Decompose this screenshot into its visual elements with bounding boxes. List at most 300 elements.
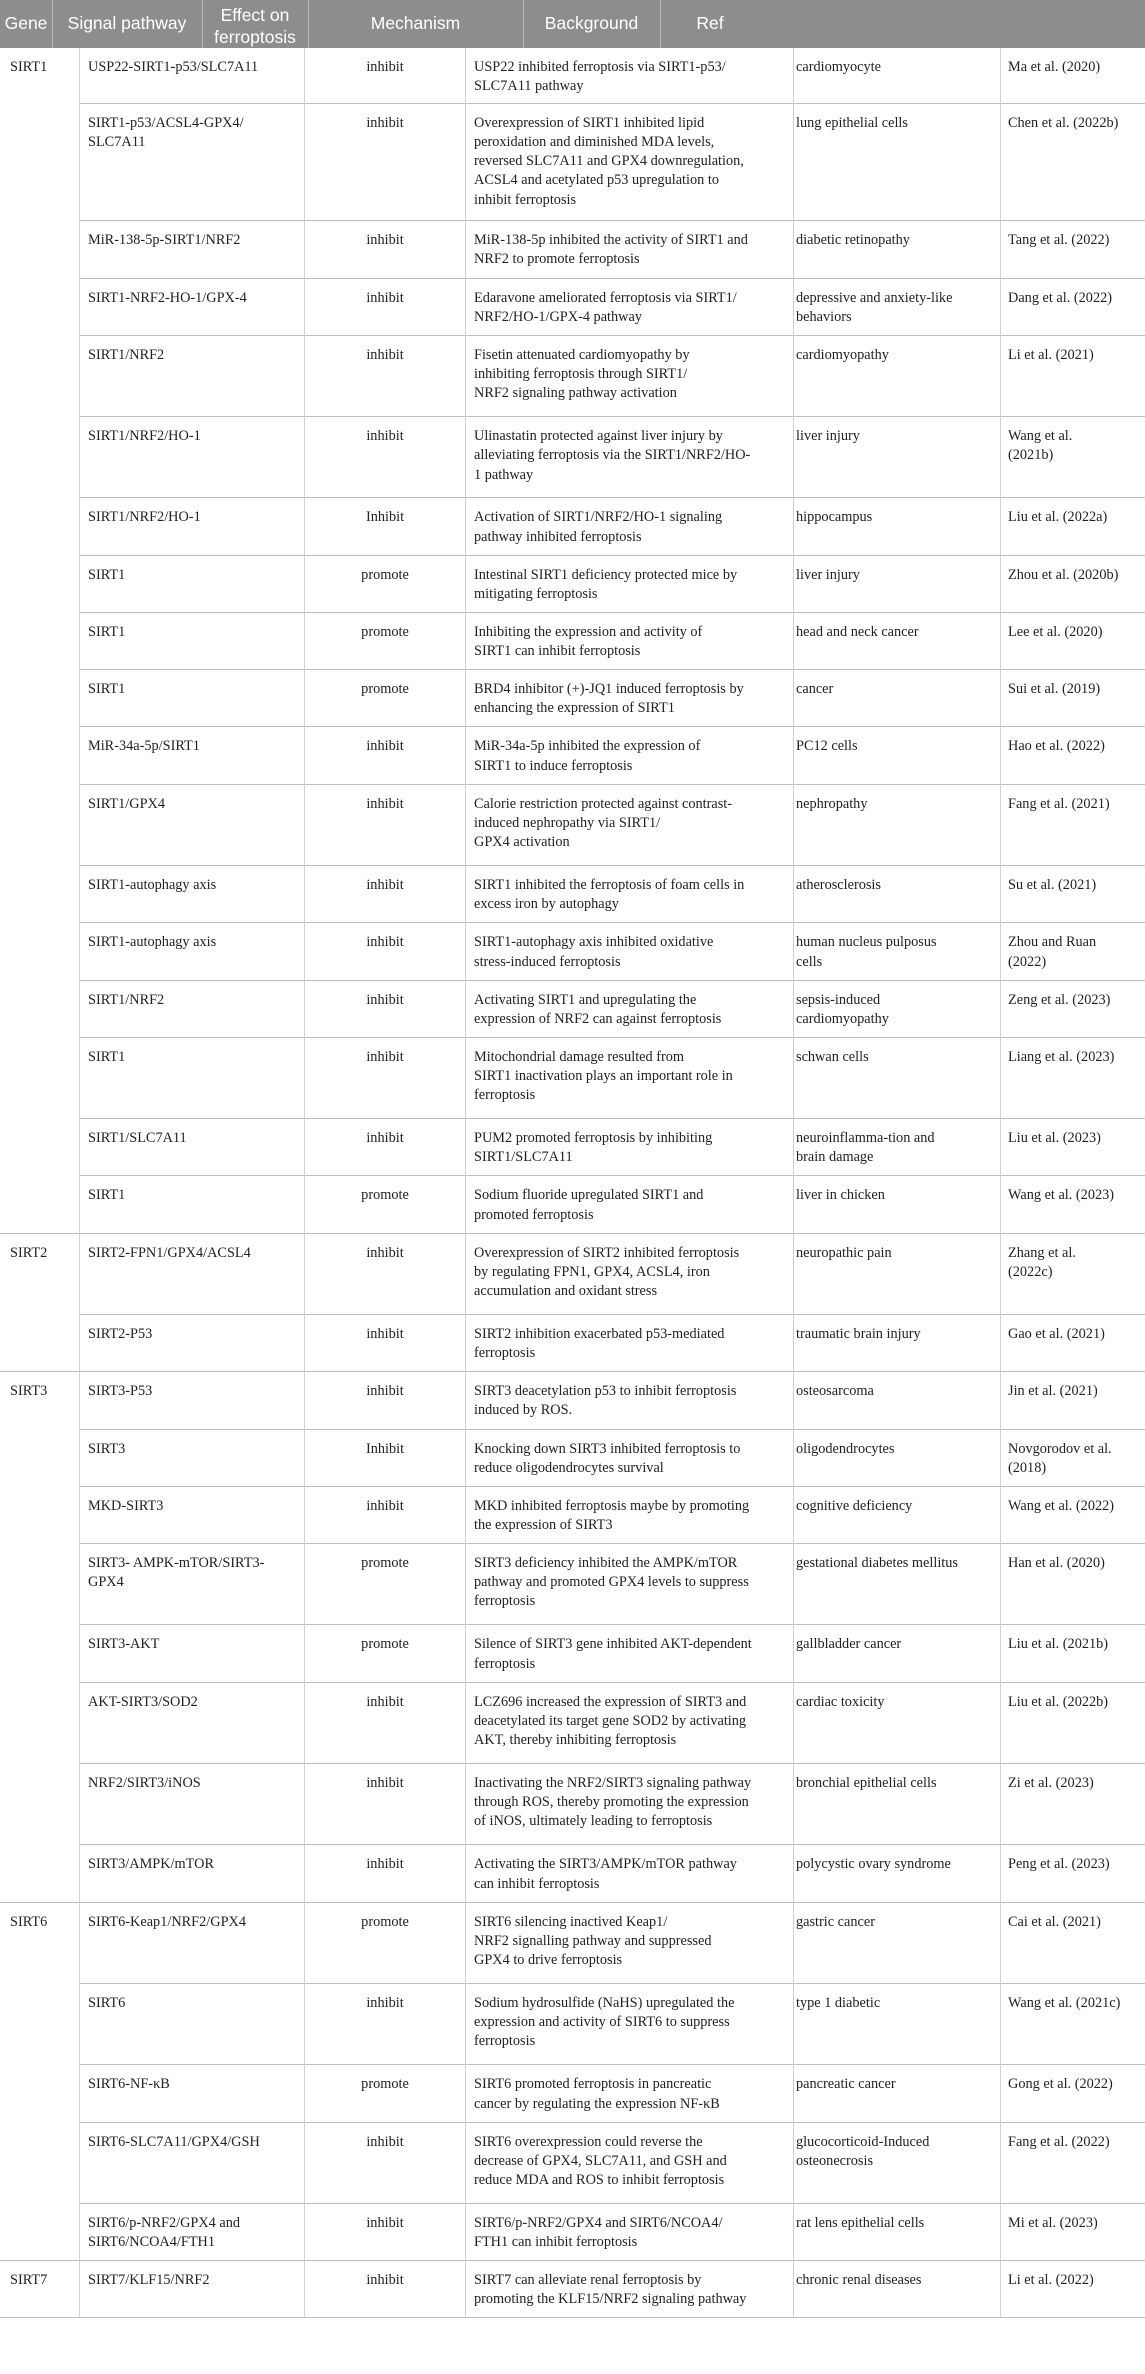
ref-cell (1008, 1693, 1142, 1712)
background-line: cells (796, 953, 823, 970)
mechanism-line: inhibiting ferroptosis through SIRT1/ (474, 365, 688, 382)
mechanism-line: alleviating ferroptosis via the SIRT1/NRF2/HO- (474, 447, 751, 464)
signal-pathway-cell (88, 623, 298, 642)
mechanism-line: SIRT6 silencing inactived Keap1/ (474, 1913, 668, 1930)
ref-cell (1008, 346, 1142, 365)
header-effect (202, 0, 308, 48)
background-line: liver in chicken (796, 1187, 885, 1204)
mechanism-line: GPX4 activation (474, 834, 570, 851)
effect-cell: inhibit (366, 2272, 404, 2289)
mechanism-line: AKT, thereby inhibiting ferroptosis (474, 1732, 677, 1749)
effect-cell: inhibit (366, 346, 404, 363)
background-cell (796, 1635, 992, 1654)
mechanism-line: Edaravone ameliorated ferroptosis via SIRT1/ (474, 289, 737, 306)
mechanism-line: expression and activity of SIRT6 to suppress (474, 2014, 730, 2031)
signal-pathway-cell (88, 933, 298, 952)
signal-pathway-line: GPX4 (88, 1574, 124, 1591)
background-line: cardiomyopathy (796, 1010, 889, 1027)
mechanism-line: ferroptosis (474, 1655, 536, 1672)
effect-cell: promote (361, 566, 409, 583)
background-line: behaviors (796, 308, 852, 325)
mechanism-line: SIRT3 deficiency inhibited the AMPK/mTOR (474, 1555, 738, 1572)
mechanism-cell (474, 2214, 792, 2252)
table-row (0, 1234, 1145, 1315)
table-row (0, 1430, 1145, 1487)
mechanism-cell (474, 231, 792, 269)
gene-label: SIRT6 (10, 1913, 48, 1930)
effect-cell: promote (361, 2076, 409, 2093)
ref-line: Su et al. (2021) (1008, 877, 1097, 894)
ref-line: Tang et al. (2022) (1008, 232, 1110, 249)
signal-pathway-cell (88, 1244, 298, 1263)
ref-line: Chen et al. (2022b) (1008, 114, 1119, 131)
signal-pathway-line: SIRT1-p53/ACSL4-GPX4/ (88, 114, 244, 131)
signal-pathway-line: SIRT6 (88, 1994, 126, 2011)
signal-pathway-line: SIRT1 (88, 566, 126, 583)
ref-cell (1008, 2214, 1142, 2233)
mechanism-line: mitigating ferroptosis (474, 585, 598, 602)
background-cell (796, 1554, 992, 1573)
ref-cell (1008, 114, 1142, 133)
ref-line: Zhou and Ruan (1008, 934, 1097, 951)
signal-pathway-cell (88, 1693, 298, 1712)
mechanism-cell (474, 795, 792, 853)
mechanism-line: Activation of SIRT1/NRF2/HO-1 signaling (474, 509, 723, 526)
effect-cell: inhibit (366, 934, 404, 951)
effect-cell: promote (361, 1636, 409, 1653)
signal-pathway-line: SLC7A11 (88, 133, 146, 150)
signal-pathway-line: SIRT1 (88, 1048, 126, 1065)
background-cell (796, 1382, 992, 1401)
background-cell (796, 1129, 992, 1167)
gene-label: SIRT1 (10, 59, 48, 75)
mechanism-line: SIRT6 promoted ferroptosis in pancreatic (474, 2076, 712, 2093)
mechanism-line: reduce MDA and ROS to inhibit ferroptosis (474, 2171, 725, 2188)
mechanism-line: SIRT6/p-NRF2/GPX4 and SIRT6/NCOA4/ (474, 2214, 723, 2231)
header-gene: Gene (4, 13, 48, 33)
mechanism-cell (474, 58, 792, 96)
ref-cell (1008, 566, 1142, 585)
mechanism-line: Activating the SIRT3/AMPK/mTOR pathway (474, 1856, 737, 1873)
mechanism-line: BRD4 inhibitor (+)-JQ1 induced ferroptosis by (474, 681, 744, 698)
gene-label: SIRT2 (10, 1244, 48, 1261)
background-cell (796, 1913, 992, 1932)
background-line: polycystic ovary syndrome (796, 1856, 951, 1873)
mechanism-cell (474, 1440, 792, 1478)
background-line: lung epithelial cells (796, 114, 908, 131)
ref-line: Cai et al. (2021) (1008, 1913, 1101, 1930)
effect-cell: promote (361, 623, 409, 640)
ref-line: Li et al. (2022) (1008, 2272, 1094, 2289)
signal-pathway-line: SIRT1/GPX4 (88, 795, 165, 812)
background-cell (796, 737, 992, 756)
ref-cell (1008, 1186, 1142, 1205)
ref-cell (1008, 876, 1142, 895)
ref-cell (1008, 680, 1142, 699)
mechanism-line: Sodium fluoride upregulated SIRT1 and (474, 1187, 704, 1204)
ref-cell (1008, 231, 1142, 250)
signal-pathway-cell (88, 346, 298, 365)
ref-line: Sui et al. (2019) (1008, 681, 1101, 698)
ref-line: Wang et al. (2021c) (1008, 1994, 1121, 2011)
ref-line: Wang et al. (2023) (1008, 1187, 1115, 1204)
ref-line: Fang et al. (2022) (1008, 2133, 1110, 2150)
background-cell (796, 508, 992, 527)
mechanism-line: excess iron by autophagy (474, 896, 619, 913)
table-row (0, 336, 1145, 417)
mechanism-cell (474, 1913, 792, 1971)
background-cell (796, 623, 992, 642)
background-cell (796, 289, 992, 327)
table-row (0, 1984, 1145, 2065)
table-row (0, 923, 1145, 980)
signal-pathway-cell (88, 1325, 298, 1344)
mechanism-line: Sodium hydrosulfide (NaHS) upregulated the (474, 1994, 735, 2011)
signal-pathway-cell (88, 1913, 298, 1932)
background-cell (796, 566, 992, 585)
ref-cell (1008, 508, 1142, 527)
signal-pathway-cell (88, 231, 298, 250)
background-line: gastric cancer (796, 1913, 875, 1930)
effect-cell: inhibit (366, 991, 404, 1008)
ref-line: Ma et al. (2020) (1008, 59, 1101, 75)
mechanism-line: cancer by regulating the expression NF-κB (474, 2095, 720, 2112)
gene-label: SIRT3 (10, 1383, 48, 1400)
mechanism-line: reduce oligodendrocytes survival (474, 1459, 664, 1476)
mechanism-cell (474, 1325, 792, 1363)
ref-line: (2022c) (1008, 1263, 1053, 1280)
ref-line: Zeng et al. (2023) (1008, 991, 1111, 1008)
mechanism-line: Knocking down SIRT3 inhibited ferroptosis to (474, 1440, 741, 1457)
effect-cell: inhibit (366, 1693, 404, 1710)
signal-pathway-cell (88, 1994, 298, 2013)
ref-cell (1008, 1325, 1142, 1344)
signal-pathway-line: SIRT1/NRF2/HO-1 (88, 428, 201, 445)
mechanism-line: SIRT1/SLC7A11 (474, 1149, 573, 1166)
signal-pathway-cell (88, 2133, 298, 2152)
signal-pathway-line: SIRT6-Keap1/NRF2/GPX4 (88, 1913, 246, 1930)
mechanism-line: NRF2 signaling pathway activation (474, 385, 677, 402)
signal-pathway-line: SIRT7/KLF15/NRF2 (88, 2272, 210, 2289)
background-line: cardiomyocyte (796, 59, 881, 75)
background-line: traumatic brain injury (796, 1326, 921, 1343)
signal-pathway-cell (88, 795, 298, 814)
signal-pathway-line: SIRT1/NRF2 (88, 991, 165, 1008)
signal-pathway-line: SIRT1-NRF2-HO-1/GPX-4 (88, 289, 247, 306)
mechanism-line: NRF2 to promote ferroptosis (474, 251, 640, 268)
effect-cell: inhibit (366, 289, 404, 306)
mechanism-line: Inhibiting the expression and activity of (474, 623, 703, 640)
signal-pathway-line: SIRT1/SLC7A11 (88, 1130, 187, 1147)
effect-cell: inhibit (366, 232, 404, 249)
ref-cell (1008, 623, 1142, 642)
background-cell (796, 2075, 992, 2094)
mechanism-cell (474, 1186, 792, 1224)
background-line: cognitive deficiency (796, 1497, 913, 1514)
mechanism-cell (474, 1129, 792, 1167)
mechanism-line: LCZ696 increased the expression of SIRT3 and (474, 1693, 747, 1710)
mechanism-line: MiR-138-5p inhibited the activity of SIRT1 and (474, 232, 748, 249)
background-cell (796, 2133, 992, 2171)
table-row (0, 2123, 1145, 2204)
mechanism-line: stress-induced ferroptosis (474, 953, 621, 970)
ref-line: Wang et al. (1008, 428, 1073, 445)
mechanism-cell (474, 289, 792, 327)
mechanism-cell (474, 680, 792, 718)
ref-cell (1008, 1994, 1142, 2013)
mechanism-cell (474, 508, 792, 546)
ref-cell (1008, 1554, 1142, 1573)
mechanism-line: SIRT1 can inhibit ferroptosis (474, 643, 641, 660)
signal-pathway-cell (88, 680, 298, 699)
mechanism-cell (474, 623, 792, 661)
background-line: oligodendrocytes (796, 1440, 895, 1457)
ref-cell (1008, 1855, 1142, 1874)
background-cell (796, 2271, 992, 2290)
table-row (0, 1176, 1145, 1233)
background-cell (796, 933, 992, 971)
background-line: atherosclerosis (796, 877, 881, 894)
background-line: nephropathy (796, 795, 868, 812)
signal-pathway-line: SIRT1 (88, 1187, 126, 1204)
ref-line: Mi et al. (2023) (1008, 2214, 1098, 2231)
table-row (0, 279, 1145, 336)
signal-pathway-line: SIRT1/NRF2/HO-1 (88, 509, 201, 526)
ref-line: Dang et al. (2022) (1008, 289, 1113, 306)
signal-pathway-cell (88, 1048, 298, 1067)
ref-cell (1008, 1440, 1142, 1478)
background-line: chronic renal diseases (796, 2272, 922, 2289)
mechanism-cell (474, 114, 792, 210)
mechanism-line: SIRT2 inhibition exacerbated p53-mediated (474, 1326, 725, 1343)
signal-pathway-line: SIRT6-SLC7A11/GPX4/GSH (88, 2133, 260, 2150)
ref-line: Liang et al. (2023) (1008, 1048, 1115, 1065)
mechanism-line: can inhibit ferroptosis (474, 1875, 600, 1892)
table-row (0, 2261, 1145, 2318)
background-line: liver injury (796, 566, 860, 583)
mechanism-line: MiR-34a-5p inhibited the expression of (474, 738, 701, 755)
signal-pathway-line: SIRT6/NCOA4/FTH1 (88, 2234, 216, 2251)
ref-cell (1008, 289, 1142, 308)
mechanism-cell (474, 1693, 792, 1751)
signal-pathway-line: SIRT1-autophagy axis (88, 877, 217, 894)
table-row (0, 1487, 1145, 1544)
effect-cell: inhibit (366, 428, 404, 445)
effect-cell: inhibit (366, 2133, 404, 2150)
ref-line: Zhou et al. (2020b) (1008, 566, 1119, 583)
column-divider (304, 48, 305, 2318)
ref-line: (2018) (1008, 1459, 1047, 1476)
table-row (0, 1625, 1145, 1682)
mechanism-line: SLC7A11 pathway (474, 78, 584, 95)
ref-cell (1008, 427, 1142, 465)
mechanism-line: Silence of SIRT3 gene inhibited AKT-dependent (474, 1636, 752, 1653)
header-effect-line1: Effect on (220, 5, 290, 25)
mechanism-line: Overexpression of SIRT2 inhibited ferroptosis (474, 1244, 740, 1261)
effect-cell: inhibit (366, 1856, 404, 1873)
background-line: neuroinflamma-tion and (796, 1130, 935, 1147)
mechanism-cell (474, 346, 792, 404)
mechanism-line: MKD inhibited ferroptosis maybe by promoting (474, 1497, 750, 1514)
table-row (0, 1764, 1145, 1845)
background-line: sepsis-induced (796, 991, 881, 1008)
mechanism-line: Inactivating the NRF2/SIRT3 signaling pathway (474, 1774, 752, 1791)
mechanism-line: decrease of GPX4, SLC7A11, and GSH and (474, 2152, 727, 2169)
effect-cell: inhibit (366, 1048, 404, 1065)
mechanism-line: expression of NRF2 can against ferroptosis (474, 1010, 722, 1027)
background-cell (796, 58, 992, 77)
mechanism-line: pathway and promoted GPX4 levels to suppress (474, 1574, 749, 1591)
signal-pathway-line: SIRT3 (88, 1440, 126, 1457)
mechanism-line: enhancing the expression of SIRT1 (474, 700, 675, 717)
mechanism-line: ferroptosis (474, 1593, 536, 1610)
signal-pathway-cell (88, 566, 298, 585)
table-row (0, 48, 1145, 104)
mechanism-cell (474, 2075, 792, 2113)
column-divider (79, 48, 80, 2318)
signal-pathway-line: MiR-138-5p-SIRT1/NRF2 (88, 232, 241, 249)
background-cell (796, 1855, 992, 1874)
ref-line: Han et al. (2020) (1008, 1555, 1105, 1572)
ref-cell (1008, 1244, 1142, 1282)
mechanism-cell (474, 1382, 792, 1420)
signal-pathway-line: SIRT6/p-NRF2/GPX4 and (88, 2214, 241, 2231)
header-ref: Ref (696, 13, 724, 33)
mechanism-line: promoting the KLF15/NRF2 signaling pathway (474, 2291, 747, 2308)
signal-pathway-cell (88, 289, 298, 308)
mechanism-cell (474, 737, 792, 775)
table-row (0, 1038, 1145, 1119)
ref-cell (1008, 795, 1142, 814)
mechanism-line: ACSL4 and acetylated p53 upregulation to (474, 172, 719, 189)
ref-line: (2022) (1008, 953, 1047, 970)
signal-pathway-line: SIRT3- AMPK-mTOR/SIRT3- (88, 1555, 265, 1572)
background-cell (796, 795, 992, 814)
table-row (0, 2065, 1145, 2122)
table-row (0, 785, 1145, 866)
signal-pathway-cell (88, 508, 298, 527)
mechanism-line: Ulinastatin protected against liver injury by (474, 428, 723, 445)
signal-pathway-cell (88, 1382, 298, 1401)
signal-pathway-cell (88, 427, 298, 446)
ref-cell (1008, 1382, 1142, 1401)
ref-line: Liu et al. (2022a) (1008, 509, 1108, 526)
background-cell (796, 2214, 992, 2233)
mechanism-cell (474, 2271, 792, 2309)
mechanism-line: SIRT1-autophagy axis inhibited oxidative (474, 934, 714, 951)
header-mechanism: Mechanism (370, 13, 461, 33)
signal-pathway-line: SIRT2-P53 (88, 1326, 153, 1343)
signal-pathway-cell (88, 114, 298, 152)
background-cell (796, 876, 992, 895)
ref-cell (1008, 1497, 1142, 1516)
table-row (0, 498, 1145, 555)
background-line: human nucleus pulposus (796, 934, 937, 951)
signal-pathway-cell (88, 1774, 298, 1793)
mechanism-line: ferroptosis (474, 1345, 536, 1362)
mechanism-line: SIRT6 overexpression could reverse the (474, 2133, 703, 2150)
signal-pathway-cell (88, 876, 298, 895)
signal-pathway-line: AKT-SIRT3/SOD2 (88, 1693, 198, 1710)
ref-line: Zhang et al. (1008, 1244, 1076, 1261)
signal-pathway-cell (88, 1129, 298, 1148)
mechanism-cell (474, 1855, 792, 1893)
background-line: hippocampus (796, 509, 873, 526)
column-divider (465, 48, 466, 2318)
mechanism-cell (474, 1244, 792, 1302)
background-line: bronchial epithelial cells (796, 1774, 937, 1791)
signal-pathway-cell (88, 1855, 298, 1874)
ref-cell (1008, 2271, 1142, 2290)
mechanism-cell (474, 1048, 792, 1106)
signal-pathway-cell (88, 2075, 298, 2094)
background-line: neuropathic pain (796, 1244, 892, 1261)
background-line: cardiomyopathy (796, 346, 889, 363)
mechanism-line: inhibit ferroptosis (474, 191, 577, 208)
effect-cell: inhibit (366, 795, 404, 812)
ref-line: Li et al. (2021) (1008, 346, 1094, 363)
signal-pathway-cell (88, 2214, 298, 2252)
table-row (0, 613, 1145, 670)
mechanism-line: NRF2/HO-1/GPX-4 pathway (474, 308, 642, 325)
ref-line: Liu et al. (2023) (1008, 1130, 1101, 1147)
ref-line: Peng et al. (2023) (1008, 1856, 1110, 1873)
signal-pathway-cell (88, 1635, 298, 1654)
background-line: liver injury (796, 428, 860, 445)
background-line: glucocorticoid-Induced (796, 2133, 930, 2150)
background-line: gestational diabetes mellitus (796, 1555, 958, 1572)
mechanism-line: SIRT1 inhibited the ferroptosis of foam cells in (474, 877, 745, 894)
ref-cell (1008, 1635, 1142, 1654)
background-cell (796, 1774, 992, 1793)
table-row (0, 556, 1145, 613)
mechanism-line: through ROS, thereby promoting the expression (474, 1794, 749, 1811)
background-line: osteosarcoma (796, 1383, 874, 1400)
background-cell (796, 991, 992, 1029)
group-divider (0, 2317, 1145, 2318)
background-cell (796, 231, 992, 250)
table-row (0, 104, 1145, 222)
effect-cell: inhibit (366, 1774, 404, 1791)
background-line: gallbladder cancer (796, 1636, 902, 1653)
table-row (0, 2204, 1145, 2261)
column-divider (1000, 48, 1001, 2318)
ref-line: (2021b) (1008, 447, 1054, 464)
signal-pathway-line: SIRT6-NF-κB (88, 2076, 170, 2093)
mechanism-line: induced nephropathy via SIRT1/ (474, 814, 661, 831)
effect-cell: promote (361, 681, 409, 698)
signal-pathway-line: SIRT1 (88, 623, 126, 640)
mechanism-cell (474, 1554, 792, 1612)
table-row (0, 1544, 1145, 1625)
table-row (0, 417, 1145, 498)
ref-cell (1008, 1913, 1142, 1932)
mechanism-line: pathway inhibited ferroptosis (474, 528, 642, 545)
mechanism-cell (474, 1774, 792, 1832)
ref-line: Jin et al. (2021) (1008, 1383, 1098, 1400)
background-cell (796, 1186, 992, 1205)
effect-cell: Inhibit (365, 1440, 405, 1457)
ref-cell (1008, 58, 1142, 77)
table-row (0, 1845, 1145, 1902)
background-line: diabetic retinopathy (796, 232, 910, 249)
effect-cell: inhibit (366, 1497, 404, 1514)
mechanism-cell (474, 427, 792, 485)
table-row (0, 221, 1145, 278)
background-cell (796, 346, 992, 365)
signal-pathway-cell (88, 1497, 298, 1516)
column-divider (793, 48, 794, 2318)
